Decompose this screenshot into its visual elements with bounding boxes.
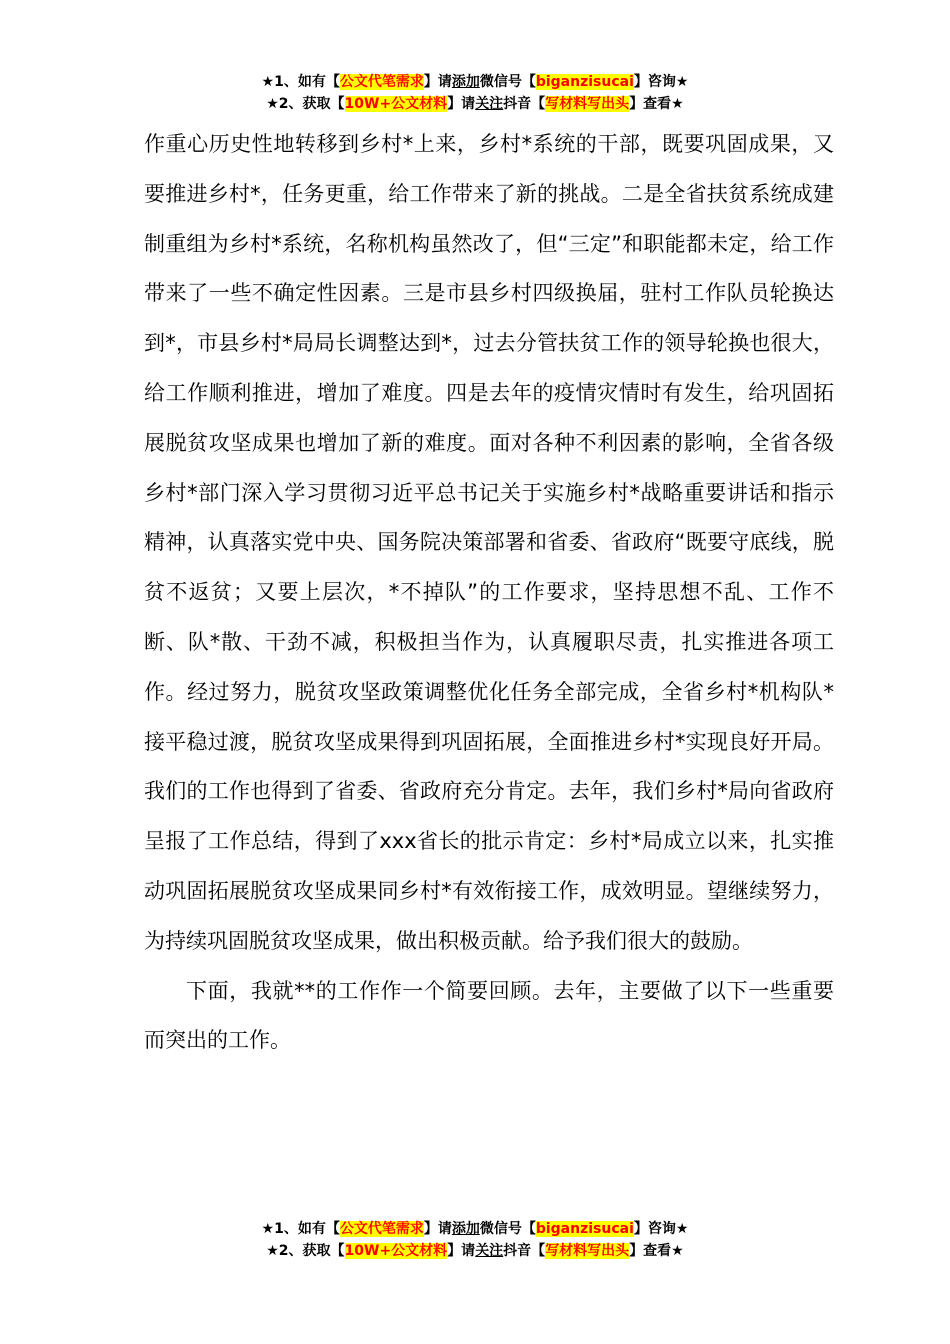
highlight-tag: 10W+公文材料 <box>344 96 448 112</box>
notice-line-2 <box>0 93 950 115</box>
body-paragraph: 下面，我就**的工作作一个简要回顾。去年，主要做了以下一些重要而突出的工作。 <box>144 978 834 1053</box>
document-body <box>144 120 834 1066</box>
footer-notice <box>0 1218 950 1262</box>
notice-text: 】咨询★ <box>633 1221 689 1237</box>
wechat-id-tag: biganzisucai <box>535 1221 634 1237</box>
highlight-tag: 公文代笔需求 <box>339 1221 424 1237</box>
notice-text: 微信号【 <box>479 1221 536 1237</box>
highlight-tag: 公文代笔需求 <box>339 74 424 90</box>
douyin-id-tag: 写材料写出头 <box>545 96 630 112</box>
notice-text: ★1、如有【 <box>261 74 340 90</box>
notice-text: 】查看★ <box>629 96 684 112</box>
notice-line-1 <box>0 71 950 93</box>
wechat-id-tag: biganzisucai <box>535 74 634 90</box>
emphasis-text: 添加 <box>451 1221 480 1237</box>
highlight-tag: 10W+公文材料 <box>344 1243 448 1259</box>
notice-text: 微信号【 <box>479 74 536 90</box>
notice-text: 】请 <box>447 1243 476 1259</box>
emphasis-text: 添加 <box>451 74 480 90</box>
emphasis-text: 关注 <box>475 96 504 112</box>
notice-line-1 <box>0 1218 950 1240</box>
emphasis-text: 关注 <box>475 1243 504 1259</box>
notice-text: ★2、获取【 <box>266 96 345 112</box>
notice-text: 】请 <box>447 96 476 112</box>
header-notice <box>0 71 950 115</box>
notice-text: 】请 <box>423 1221 452 1237</box>
notice-text: ★2、获取【 <box>266 1243 345 1259</box>
notice-text: 】查看★ <box>629 1243 684 1259</box>
notice-line-2 <box>0 1240 950 1262</box>
notice-text: 】咨询★ <box>633 74 689 90</box>
notice-text: ★1、如有【 <box>261 1221 340 1237</box>
body-paragraph: 作重心历史性地转移到乡村*上来，乡村*系统的干部，既要巩固成果，又要推进乡村*，任务更重，给工作带来了新的挑战。二是全省扶贫系统成建制重组为乡村*系统，名称机构虽然改了，但“三定”和职能都未定，给工作带来了一些不确定性因素。三是市县乡村四级换届，驻村工作队员轮换达到*，市县乡村*局局长调整达到*，过去分管扶贫工作的领导轮换也很大，给工作顺利推进，增加了难度。四是去年的疫情灾情时有发生，给巩固拓展脱贫攻坚成果也增加了新的难度。面对各种不利因素的影响，全省各级乡村*部门深入学习贯彻习近平总书记关于实施乡村*战略重要讲话和指示精神，认真落实党中央、国务院决策部署和省委、省政府“既要守底线，脱贫不返贫；又要上层次，*不掉队”的工作要求，坚持思想不乱、工作不断、队*散、干劲不减，积极担当作为，认真履职尽责，扎实推进各项工作。经过努力，脱贫攻坚政策调整优化任务全部完成，全省乡村*机构队*接平稳过渡，脱贫攻坚成果得到巩固拓展，全面推进乡村*实现良好开局。我们的工作也得到了省委、省政府充分肯定。去年，我们乡村*局向省政府呈报了工作总结，得到了xxx省长的批示肯定：乡村*局成立以来，扎实推动巩固拓展脱贫攻坚成果同乡村*有效衔接工作，成效明显。望继续努力，为持续巩固脱贫攻坚成果，做出积极贡献。给予我们很大的鼓励。 <box>144 132 834 953</box>
notice-text: 】请 <box>423 74 452 90</box>
douyin-id-tag: 写材料写出头 <box>545 1243 630 1259</box>
notice-text: 抖音【 <box>503 1243 546 1259</box>
notice-text: 抖音【 <box>503 96 546 112</box>
